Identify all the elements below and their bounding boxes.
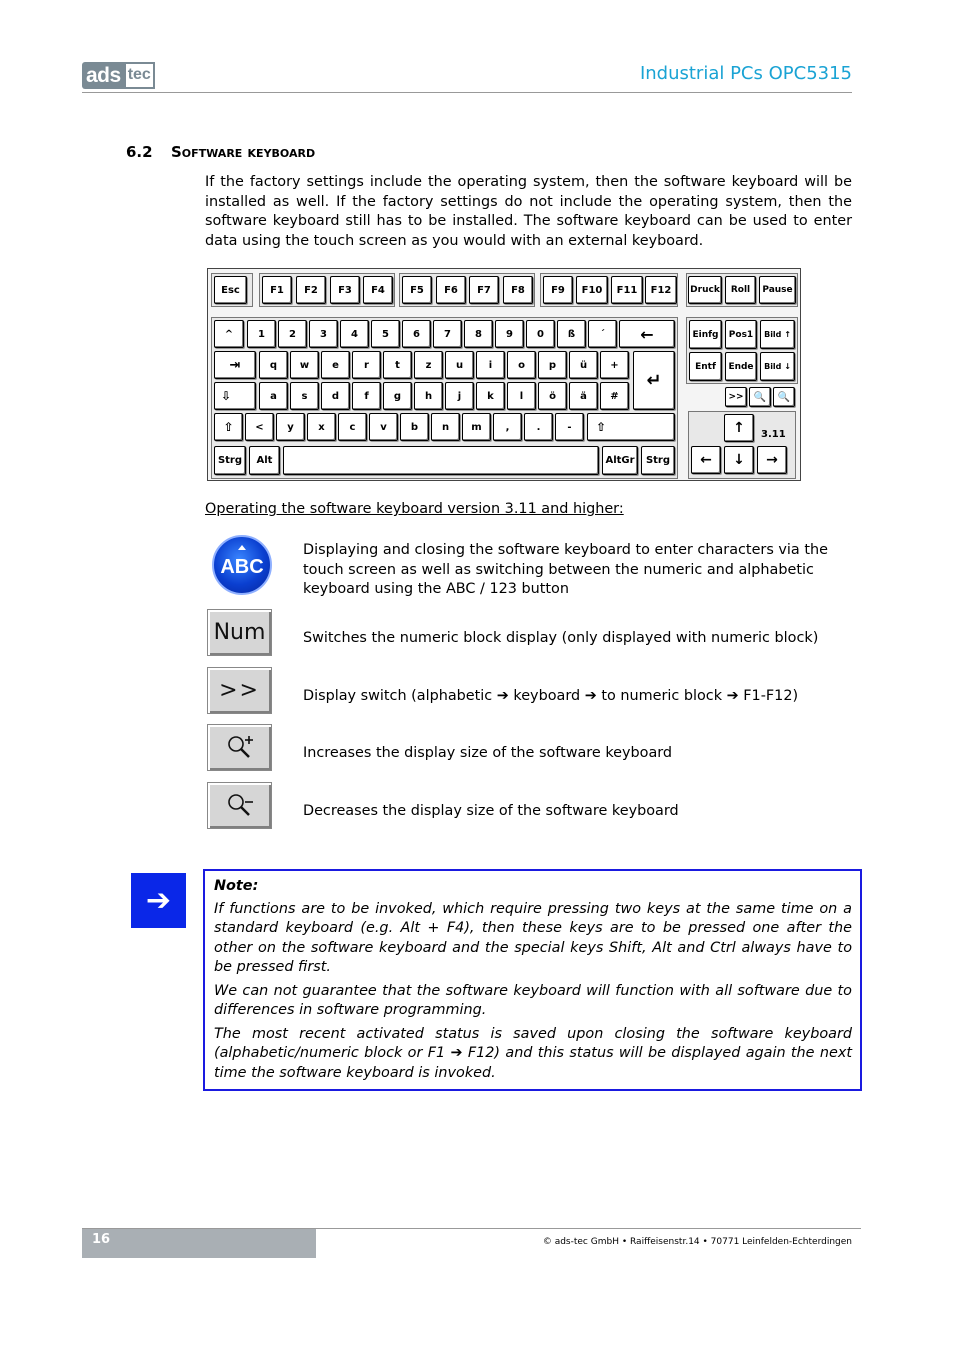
abc-button-icon (212, 535, 272, 595)
key-druck: Druck (688, 276, 722, 304)
magnifier-plus-icon (225, 734, 255, 762)
key-y: y (276, 413, 305, 441)
header-divider (82, 92, 852, 93)
key-d: d (321, 382, 350, 410)
key-i: i (476, 351, 505, 379)
key-arrow-right: → (757, 446, 787, 474)
key-plus: + (600, 351, 629, 379)
note-arrow-icon: ➔ (131, 873, 186, 928)
intro-paragraph: If the factory settings include the operating system, then the software keyboard will be installed as well. If the factory settings do not include the operating system, then the software keyboard still has to be installed. The software keyboard can be used to enter data using the touch screen as you would with an external keyboard. (205, 174, 852, 249)
software-keyboard-image (207, 268, 801, 481)
switch-label: >> (219, 678, 260, 703)
key-p: p (538, 351, 567, 379)
key-f10: F10 (576, 276, 608, 304)
key-j: j (445, 382, 474, 410)
key-a: a (259, 382, 288, 410)
logo-tec: tec (124, 62, 155, 89)
key-n: n (431, 413, 460, 441)
key-h: h (414, 382, 443, 410)
key-q: q (259, 351, 288, 379)
note-paragraph-2: We can not guarantee that the software keyboard will function with all software due to differences in software programming. (214, 982, 852, 1018)
key-7: 7 (433, 320, 462, 348)
key-e: e (321, 351, 350, 379)
keyboard-version-label: 3.11 (761, 429, 786, 440)
key-f7: F7 (469, 276, 499, 304)
key-g: g (383, 382, 412, 410)
key-o: o (507, 351, 536, 379)
key-bild-up: Bild ↑ (760, 320, 795, 349)
key-0: 0 (526, 320, 555, 348)
key-ue: ü (569, 351, 598, 379)
page-number-bar (82, 1229, 316, 1258)
key-9: 9 (495, 320, 524, 348)
key-r: r (352, 351, 381, 379)
key-4: 4 (340, 320, 369, 348)
switch-description: Display switch (alphabetic ➔ keyboard ➔ to numeric block ➔ F1-F12) (303, 688, 799, 704)
key-comma: , (493, 413, 522, 441)
key-2: 2 (278, 320, 307, 348)
key-zoom-in-icon: 🔍 (749, 387, 771, 407)
key-minus: - (555, 413, 584, 441)
key-switch: >> (725, 387, 747, 407)
key-entf: Entf (689, 352, 722, 381)
company-logo (82, 62, 155, 89)
key-alt: Alt (249, 446, 280, 475)
key-oe: ö (538, 382, 567, 410)
key-f6: F6 (436, 276, 466, 304)
key-f: f (352, 382, 381, 410)
section-title: Software keyboard (171, 143, 316, 161)
key-u: u (445, 351, 474, 379)
key-space (283, 446, 599, 475)
key-shift-left: ⇧ (214, 413, 243, 441)
key-3: 3 (309, 320, 338, 348)
key-c: c (338, 413, 367, 441)
key-w: w (290, 351, 319, 379)
key-caret: ^ (214, 320, 244, 348)
key-bild-down: Bild ↓ (760, 352, 795, 381)
magnifier-minus-icon (225, 792, 255, 820)
key-einfg: Einfg (689, 320, 722, 349)
zoom-in-description: Increases the display size of the software keyboard (303, 745, 673, 761)
key-tab: ⇥ (214, 351, 256, 379)
key-m: m (462, 413, 491, 441)
key-b: b (400, 413, 429, 441)
key-5: 5 (371, 320, 400, 348)
key-strg-left: Strg (214, 446, 246, 475)
key-f5: F5 (402, 276, 432, 304)
key-roll: Roll (725, 276, 756, 304)
key-f11: F11 (611, 276, 643, 304)
key-shift-right: ⇧ (587, 413, 675, 441)
operating-caption: Operating the software keyboard version 3.11 and higher: (205, 501, 624, 517)
zoom-out-description: Decreases the display size of the software keyboard (303, 803, 679, 819)
key-f1: F1 (262, 276, 292, 304)
key-backspace: ← (619, 320, 675, 348)
key-ende: Ende (725, 352, 757, 381)
key-pause: Pause (759, 276, 796, 304)
key-capslock: ⇩ (214, 382, 256, 410)
switch-button-icon (207, 667, 272, 714)
note-box (203, 869, 862, 1091)
key-f9: F9 (543, 276, 573, 304)
key-hash: # (600, 382, 629, 410)
key-f4: F4 (363, 276, 393, 304)
key-x: x (307, 413, 336, 441)
key-less: < (245, 413, 274, 441)
key-f3: F3 (330, 276, 360, 304)
key-f12: F12 (645, 276, 677, 304)
key-period: . (524, 413, 553, 441)
key-esc: Esc (214, 276, 247, 304)
key-f8: F8 (503, 276, 533, 304)
key-arrow-down: ↓ (724, 446, 754, 474)
key-pos1: Pos1 (725, 320, 757, 349)
section-number: 6.2 (126, 143, 153, 161)
note-paragraph-3: The most recent activated status is saved upon closing the software keyboard (alphabetic/numeric block or F1 ➔ F12) and this status will be displayed again the next time the software keyboard is invoked. (214, 1025, 852, 1081)
key-altgr: AltGr (602, 446, 638, 475)
key-l: l (507, 382, 536, 410)
zoom-out-button-icon (207, 782, 272, 829)
key-1: 1 (247, 320, 276, 348)
key-z: z (414, 351, 443, 379)
zoom-in-button-icon (207, 724, 272, 771)
key-acute: ´ (588, 320, 617, 348)
footer-copyright: © ads-tec GmbH • Raiffeisenstr.14 • 70771 Leinfelden-Echterdingen (542, 1237, 852, 1247)
num-description: Switches the numeric block display (only displayed with numeric block) (303, 630, 819, 646)
key-strg-right: Strg (641, 446, 675, 475)
key-8: 8 (464, 320, 493, 348)
abc-description: Displaying and closing the software keyboard to enter characters via the touch screen as well as switching between the numeric and alphabetic keyboard using the ABC / 123 button (303, 542, 828, 597)
logo-ads: ads (82, 62, 124, 89)
key-t: t (383, 351, 412, 379)
key-f2: F2 (296, 276, 326, 304)
key-s: s (290, 382, 319, 410)
key-ae: ä (569, 382, 598, 410)
header-title: Industrial PCs OPC5315 (639, 63, 852, 84)
key-zoom-out-icon: 🔍 (773, 387, 795, 407)
page-number: 16 (92, 1232, 111, 1247)
num-label: Num (213, 620, 266, 645)
note-title: Note: (214, 878, 259, 894)
num-button-icon (207, 609, 272, 656)
key-k: k (476, 382, 505, 410)
note-paragraph-1: If functions are to be invoked, which require pressing two keys at the same time on a standard keyboard (e.g. Alt + F4), then these keys are to be pressed one after the other on the software keyboard and the special keys Shift, Alt and Ctrl always have to be pressed first. (214, 900, 852, 975)
key-arrow-up: ↑ (724, 414, 754, 442)
key-v: v (369, 413, 398, 441)
key-eszett: ß (557, 320, 586, 348)
key-6: 6 (402, 320, 431, 348)
key-arrow-left: ← (691, 446, 721, 474)
key-enter: ↵ (633, 351, 675, 410)
abc-label: ABC (220, 555, 264, 578)
